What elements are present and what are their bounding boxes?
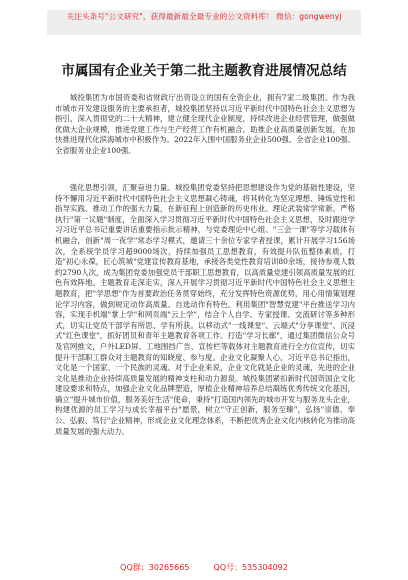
footer-qq-group: QQ群：30265665 — [120, 563, 190, 572]
footer-qq-number: QQ号：535304092 — [213, 563, 288, 572]
document-title: 市属国有企业关于第二批主题教育进展情况总结 — [61, 63, 347, 79]
promo-banner — [47, 10, 361, 35]
paragraph-intro: 城投集团为市国资委和省财政厅出资设立的国有全资企业，拥有7家二级集团。作为我市城市开发建设服务的主要承担者，城投集团坚持以习近平新时代中国特色社会主义思想为指引，深入贯彻党的二十大精神，建立健全现代企业制度，持续改进企业经营管理，做强做优做大企业规模，推进党建工作与生产经营工作有机融合，助推企业高质量创新发展，在加快推进现代化滨海城市中积极作为。2022年入围中国服务业企业500强、全省企业100强、全省服务业企业100强。 — [55, 93, 355, 155]
paragraph-body: 强化思想引领，汇聚奋进力量。城投集团党委坚持把思想建设作为党的基础性建设，坚持不懈用习近平新时代中国特色社会主义思想凝心铸魂，将其转化为坚定理想、锤炼党性和指导实践、推动工作的强大力量，在新征程上创造新的历史伟业。理论武装常学常新。严格执行"第一议题"制度，全面深入学习贯彻习近平新时代中国特色社会主义思想，及时跟进学习习近平总书记重要讲话重要指示批示精神，与党委理论中心组、"三会一课"等学习载体有机融合，创新"周一夜学"常态学习模式，邀请三十余位专家学者授课，累计开展学习156场次，全系统学员学习超9000场次，持续加强员工思想教育，有效提升队伍整体素质。打造"初心永葆，匠心筑城"党建宣传教育基地，承接各类党性教育培训80余场，接待参观人数约2790人次，成为集团党委加强党员干部职工思想教育，以高质量党建引领高质量发展的红色有效阵地。主题教育走深走实，深入开展学习贯彻习近平新时代中国特色社会主义思想主题教育，把"学思想"作为首要政治任务贯穿始终，充分发挥特色资源优势，用心用情策划理论学习内容，做到规定动作高质量、自选动作有特色。利用集团"智慧党建"平台推送学习内容，实现手机端"掌上学"和网页端"云上学"，结合个人自学、专家授课、交流研讨等多种形式，切实让党员干部学有所思、学有所获。以移动式"一线课堂"、云端式"分享课堂"、沉浸式"红色课堂"，抓好团员和青年主题教育各项工作。打造"学习长廊"，通过集团微信公众号及官网推文，户外LED屏、工地围挡广告、宣传栏等载体对主题教育进行全方位宣传，切实提升干部职工群众对主题教育的知晓度、参与度。企业文化凝聚人心。习近平总书记指出，文化是一个国家、一个民族的灵魂。对于企业来说，企业文化就是企业的灵魂，先进的企业文化是推动企业持续高质量发展的精神支柱和动力源泉。城投集团紧扣新时代国资国企文化建设要求和特点，加强企业文化品牌塑造，厚植企业精神培养总结凝练优秀传统文化基因，确立"提升城市价值，服务美好生活"使命，秉持"打造国内领先的城市开发与服务龙头企业，构建优源的员工学习与成长幸福平台"愿景，树立"守正创新，服务至臻"，弘扬"崇德、奉公、弘毅、笃行"企业精神，形成企业文化理念体系，不断把优秀企业文化内核转化为推动高质量发展的强大动力。 — [55, 183, 355, 436]
promo-banner-text: 关注头条号"公文研究"，获得最新最全最专业的公文资料库！ 微信：gongwenyj — [66, 12, 342, 21]
footer-contact — [0, 562, 408, 573]
